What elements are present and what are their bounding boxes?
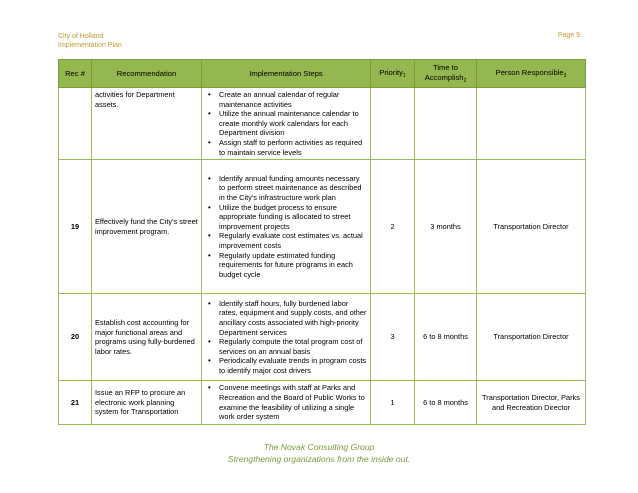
rec-number-cell: 19 [59, 160, 92, 294]
implementation-steps-cell [202, 294, 371, 381]
footer-company: The Novak Consulting Group [263, 442, 375, 452]
person-cell: Transportation Director [477, 294, 586, 381]
document-title: Implementation Plan [58, 42, 122, 49]
priority-cell [371, 88, 415, 160]
steps-list [205, 383, 367, 421]
table-row [59, 381, 586, 425]
time-label: Time to Accomplish [424, 62, 464, 82]
priority-cell: 1 [371, 381, 415, 425]
step-item: • Periodically evaluate trends in program costs to identify major cost drivers [205, 356, 367, 375]
implementation-plan-table [58, 59, 586, 425]
footnote-3: 3 [563, 72, 567, 79]
time-cell: 3 months [415, 160, 477, 294]
step-item: • Regularly compute the total program cost of services on an annual basis [205, 337, 367, 356]
recommendation-cell: activities for Department assets. [92, 88, 202, 160]
rec-number-cell [59, 88, 92, 160]
step-item: • Identify staff hours, fully burdened labor rates, equipment and supply costs, and other ancillary costs associated with high-priority Department services [205, 299, 367, 337]
person-cell [477, 88, 586, 160]
steps-list [205, 90, 367, 157]
footer-tagline: Strengthening organizations from the inside out. [227, 454, 411, 464]
implementation-steps-cell [202, 88, 371, 160]
running-header-left [58, 32, 122, 50]
col-header-priority [371, 60, 415, 88]
col-header-time [415, 60, 477, 88]
step-item: • Regularly evaluate cost estimates vs. actual improvement costs [205, 231, 367, 250]
table-row [59, 160, 586, 294]
recommendation-cell: Issue an RFP to procure an electronic work planning system for Transportation [92, 381, 202, 425]
col-header-steps: Implementation Steps [202, 60, 371, 88]
step-item: • Regularly update estimated funding requirements for future programs in each budget cycle [205, 251, 367, 280]
implementation-steps-cell [202, 160, 371, 294]
priority-cell: 3 [371, 294, 415, 381]
table-header-row [59, 60, 586, 88]
priority-cell: 2 [371, 160, 415, 294]
person-cell: Transportation Director, Parks and Recreation Director [477, 381, 586, 425]
time-cell [415, 88, 477, 160]
recommendation-cell: Establish cost accounting for major functional areas and programs using fully-burdened labor rates. [92, 294, 202, 381]
rec-number-cell: 20 [59, 294, 92, 381]
step-item: • Create an annual calendar of regular maintenance activities [205, 90, 367, 109]
footnote-1: 1 [402, 72, 406, 79]
steps-list [205, 299, 367, 376]
person-label: Person Responsible [495, 67, 564, 77]
org-name: City of Holland [58, 33, 104, 40]
step-item: • Assign staff to perform activities as required to maintain service levels [205, 138, 367, 157]
page-number: Page 9 [557, 32, 580, 39]
recommendation-cell: Effectively fund the City's street improvement program. [92, 160, 202, 294]
time-cell: 6 to 8 months [415, 294, 477, 381]
priority-label: Priority [379, 67, 403, 77]
implementation-steps-cell [202, 381, 371, 425]
col-header-person [477, 60, 586, 88]
step-item: • Convene meetings with staff at Parks and Recreation and the Board of Public Works to examine the feasibility of utilizing a single work order system [205, 383, 367, 421]
col-header-rec: Rec # [59, 60, 92, 88]
steps-list [205, 174, 367, 280]
step-item: • Utilize the annual maintenance calendar to create monthly work calendars for each Department division [205, 109, 367, 138]
step-item: • Identify annual funding amounts necessary to perform street maintenance as described in the City's infrastructure work plan [205, 174, 367, 203]
footnote-2: 2 [463, 77, 467, 84]
step-item: • Utilize the budget process to ensure appropriate funding is allocated to street improvement projects [205, 203, 367, 232]
rec-number-cell: 21 [59, 381, 92, 425]
table-row [59, 88, 586, 160]
person-cell: Transportation Director [477, 160, 586, 294]
time-cell: 6 to 8 months [415, 381, 477, 425]
table-body [59, 88, 586, 425]
col-header-recommendation: Recommendation [92, 60, 202, 88]
table-row [59, 294, 586, 381]
